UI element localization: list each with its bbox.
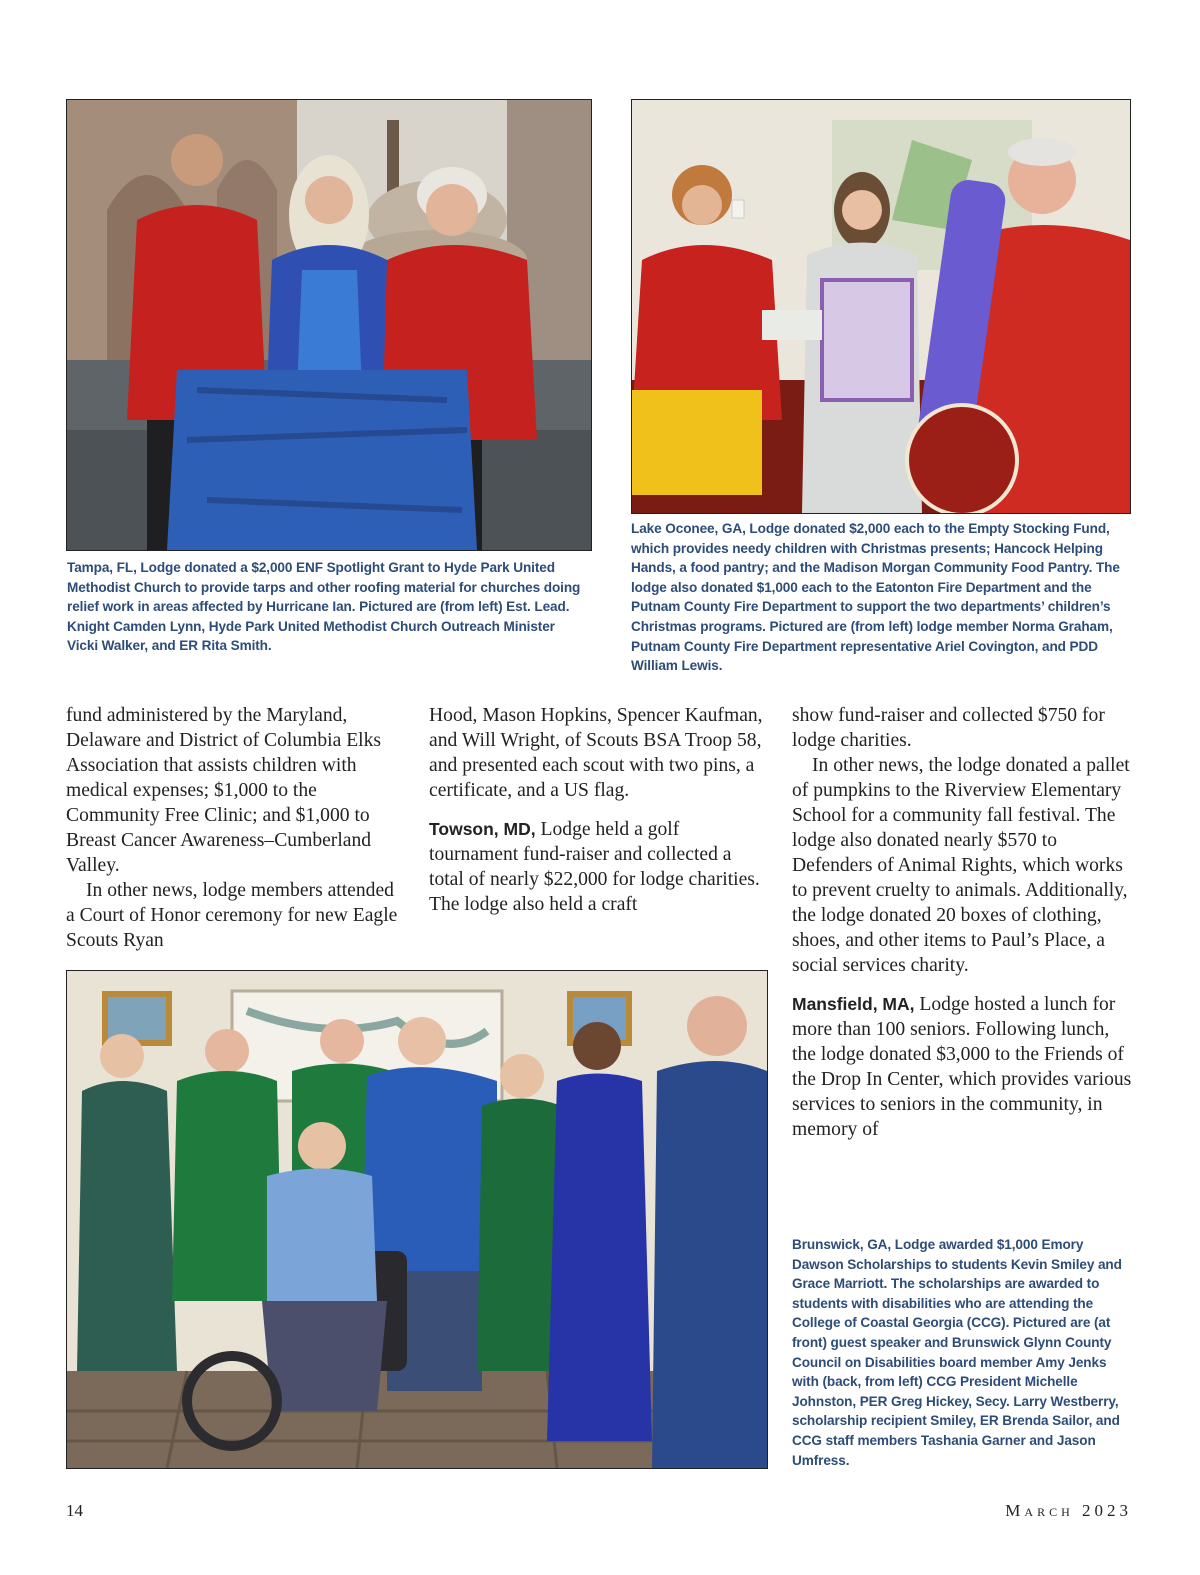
column-3-paragraph-3: [792, 992, 1132, 1142]
column-1: [66, 703, 400, 953]
tampa-caption: [67, 558, 589, 656]
tampa-caption-place: Tampa, FL,: [67, 560, 137, 575]
tampa-caption-text: Lodge donated a $2,000 ENF Spotlight Grant to Hyde Park United Methodist Church to provide tarps and other roofing material for churches doing relief work in areas affected by Hurricane Ian. Pictured are (from left) Est. Lead. Knight Camden Lynn, Hyde Park United Methodist Church Outreach Minister Vicki Walker, and ER Rita Smith.: [67, 560, 581, 654]
column-3-paragraph-2: In other news, the lodge donated a pallet of pumpkins to the Riverview Elementary School for a community fall festival. The lodge also donated nearly $570 to Defenders of Animal Rights, which works to prevent cruelty to animals. Additionally, the lodge donated 20 boxes of clothing, shoes, and other items to Paul’s Place, a social services charity.: [792, 755, 1130, 976]
brunswick-caption-place: Brunswick, GA,: [792, 1237, 892, 1252]
column-3-paragraph-1: show fund-raiser and collected $750 for lodge charities.: [792, 705, 1105, 751]
mansfield-text: Lodge hosted a lunch for more than 100 seniors. Following lunch, the lodge donated $3,000 to the Friends of the Drop In Center, which provides various services to seniors in the community, in memory of: [792, 994, 1132, 1140]
mansfield-lead: Mansfield, MA,: [792, 994, 915, 1014]
tampa-photo-illustration: [67, 100, 591, 550]
issue-date-text: March 2023: [1005, 1501, 1132, 1520]
issue-date: [1005, 1501, 1132, 1521]
column-2-paragraph-1: Hood, Mason Hopkins, Spencer Kaufman, and Will Wright, of Scouts BSA Troop 58, and presented each scout with two pins, a certificate, and a US flag.: [429, 705, 763, 801]
towson-text: Lodge held a golf tournament fund-raiser and collected a total of nearly $22,000 for lodge charities. The lodge also held a craft: [429, 819, 760, 915]
column-2-paragraph-2: [429, 817, 763, 917]
lake-oconee-caption: [631, 519, 1131, 676]
tampa-photo: [66, 99, 592, 551]
brunswick-caption: [792, 1235, 1132, 1470]
brunswick-caption-text: Lodge awarded $1,000 Emory Dawson Scholarships to students Kevin Smiley and Grace Marriott. The scholarships are awarded to students with disabilities who are attending the College of Coastal Georgia (CCG). Pictured are (at front) guest speaker and Brunswick Glynn County Council on Disabilities board member Amy Jenks with (back, from left) CCG President Michelle Johnston, PER Greg Hickey, Secy. Larry Westberry, scholarship recipient Smiley, ER Brenda Sailor, and CCG staff members Tashania Garner and Jason Umfress.: [792, 1237, 1122, 1468]
brunswick-photo: [66, 970, 768, 1469]
brunswick-photo-illustration: [67, 971, 767, 1468]
column-2: [429, 703, 763, 917]
column-1-paragraph-2: In other news, lodge members attended a Court of Honor ceremony for new Eagle Scouts Ryan: [66, 880, 398, 951]
towson-lead: Towson, MD,: [429, 819, 536, 839]
lake-oconee-caption-text: Lodge donated $2,000 each to the Empty Stocking Fund, which provides needy children with Christmas presents; Hancock Helping Hands, a food pantry; and the Madison Morgan Community Food Pantry. The lodge also donated $1,000 each to the Eatonton Fire Department and the Putnam County Fire Department to support the two departments’ children’s Christmas programs. Pictured are (from left) lodge member Norma Graham, Putnam County Fire Department representative Ariel Covington, and PDD William Lewis.: [631, 521, 1120, 674]
column-1-paragraph-1: fund administered by the Maryland, Delaware and District of Columbia Elks Association that assists children with medical expenses; $1,000 to the Community Free Clinic; and $1,000 to Breast Cancer Awareness–Cumberland Valley.: [66, 705, 382, 876]
lake-oconee-photo: [631, 99, 1131, 514]
lake-oconee-photo-illustration: [632, 100, 1130, 513]
column-3: [792, 703, 1132, 1142]
lake-oconee-caption-place: Lake Oconee, GA,: [631, 521, 746, 536]
page-number: 14: [66, 1501, 83, 1520]
